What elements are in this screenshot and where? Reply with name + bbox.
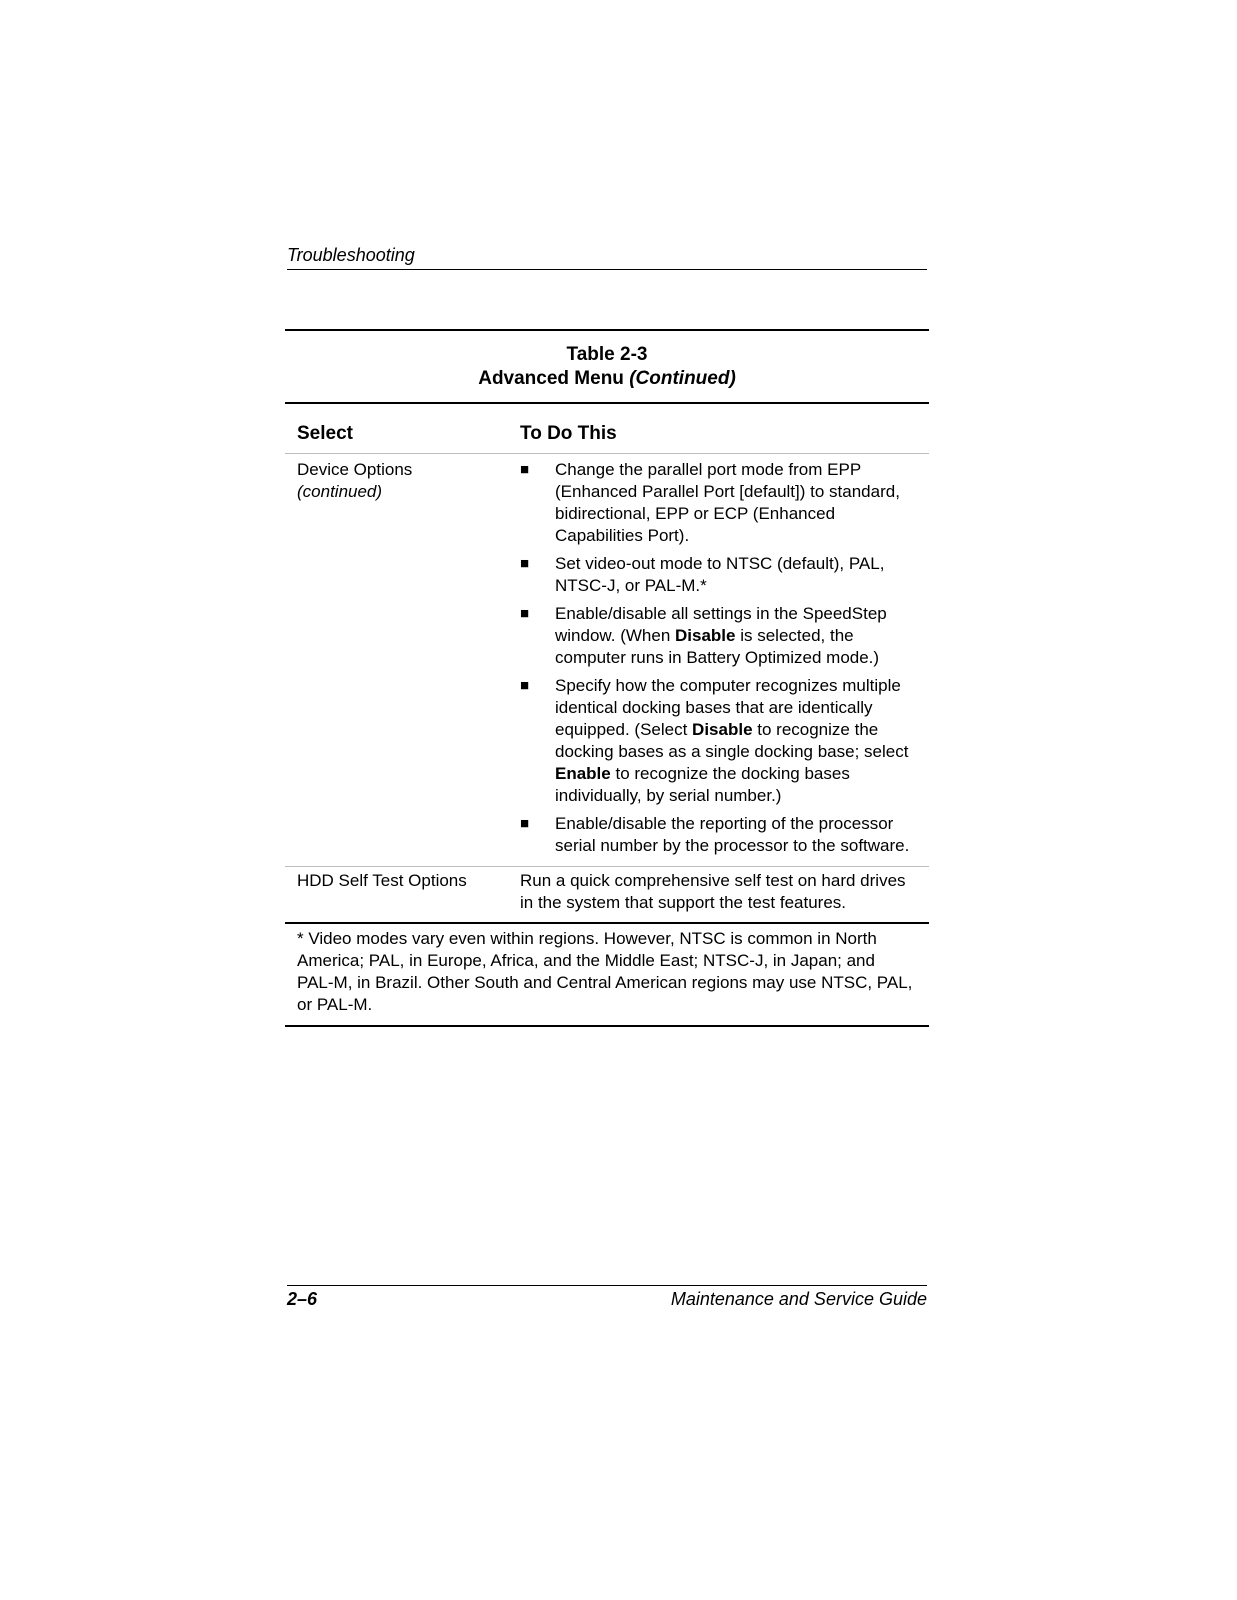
header-todo: To Do This bbox=[520, 423, 617, 444]
table-row bbox=[285, 867, 929, 924]
bullet-square-icon: ■ bbox=[520, 605, 530, 622]
table-footnote: * Video modes vary even within regions. However, NTSC is common in North America; PAL, in Europe, Africa, and the Middle East; NTSC-J, in Japan; and PAL-M, in Brazil. Other South and Central American regions may use NTSC, PAL, or PAL-M. bbox=[285, 924, 929, 1027]
text-run: to recognize the docking bases as a single docking base; select bbox=[555, 720, 909, 761]
table-title-main: Advanced Menu bbox=[478, 368, 624, 389]
list-item-text bbox=[555, 604, 887, 667]
bold-term: Disable bbox=[675, 626, 736, 645]
list-item-text: Set video-out mode to NTSC (default), PAL, NTSC-J, or PAL-M.* bbox=[555, 554, 885, 595]
page-footer bbox=[287, 1285, 927, 1310]
select-label: Device Options bbox=[297, 460, 413, 479]
list-item-text: Enable/disable the reporting of the processor serial number by the processor to the software. bbox=[555, 814, 910, 855]
list-item bbox=[520, 553, 919, 597]
advanced-menu-table bbox=[285, 329, 929, 1027]
list-item-text bbox=[555, 676, 908, 805]
row-select-cell: HDD Self Test Options bbox=[297, 871, 467, 890]
table-row bbox=[285, 454, 929, 867]
list-item-text: Change the parallel port mode from EPP (Enhanced Parallel Port [default]) to standard, bidirectional, EPP or ECP (Enhanced Capabilities Port). bbox=[555, 460, 900, 545]
row-select-cell bbox=[285, 459, 520, 857]
table-title bbox=[285, 367, 929, 391]
text-run: Specify how the computer recognizes multiple identical docking bases that are identically equipped. (Select bbox=[555, 676, 901, 739]
table-caption bbox=[285, 331, 929, 402]
guide-title: Maintenance and Service Guide bbox=[670, 1289, 927, 1309]
text-run: is selected, the computer runs in Battery Optimized mode.) bbox=[555, 626, 880, 667]
list-item bbox=[520, 675, 919, 807]
text-run: Enable/disable all settings in the SpeedStep window. (When bbox=[555, 604, 887, 645]
running-head: Troubleshooting bbox=[287, 244, 927, 270]
table-number: Table 2-3 bbox=[566, 344, 648, 365]
row-todo-cell bbox=[520, 459, 929, 857]
bullet-square-icon: ■ bbox=[520, 815, 530, 832]
table-header-row bbox=[285, 404, 929, 454]
list-item bbox=[520, 603, 919, 669]
table-title-suffix: (Continued) bbox=[629, 368, 736, 389]
list-item bbox=[520, 459, 919, 547]
bullet-list bbox=[520, 459, 919, 857]
list-item bbox=[520, 813, 919, 857]
select-sublabel: (continued) bbox=[297, 482, 383, 501]
bullet-square-icon: ■ bbox=[520, 555, 530, 572]
bullet-square-icon: ■ bbox=[520, 677, 530, 694]
bold-term: Enable bbox=[555, 764, 611, 783]
bold-term: Disable bbox=[692, 720, 753, 739]
row-todo-cell: Run a quick comprehensive self test on hard drives in the system that support the test features. bbox=[520, 871, 906, 912]
page-number: 2–6 bbox=[287, 1289, 318, 1309]
bullet-square-icon: ■ bbox=[520, 461, 530, 478]
header-select: Select bbox=[297, 423, 353, 444]
text-run: to recognize the docking bases individually, by serial number.) bbox=[555, 764, 850, 805]
